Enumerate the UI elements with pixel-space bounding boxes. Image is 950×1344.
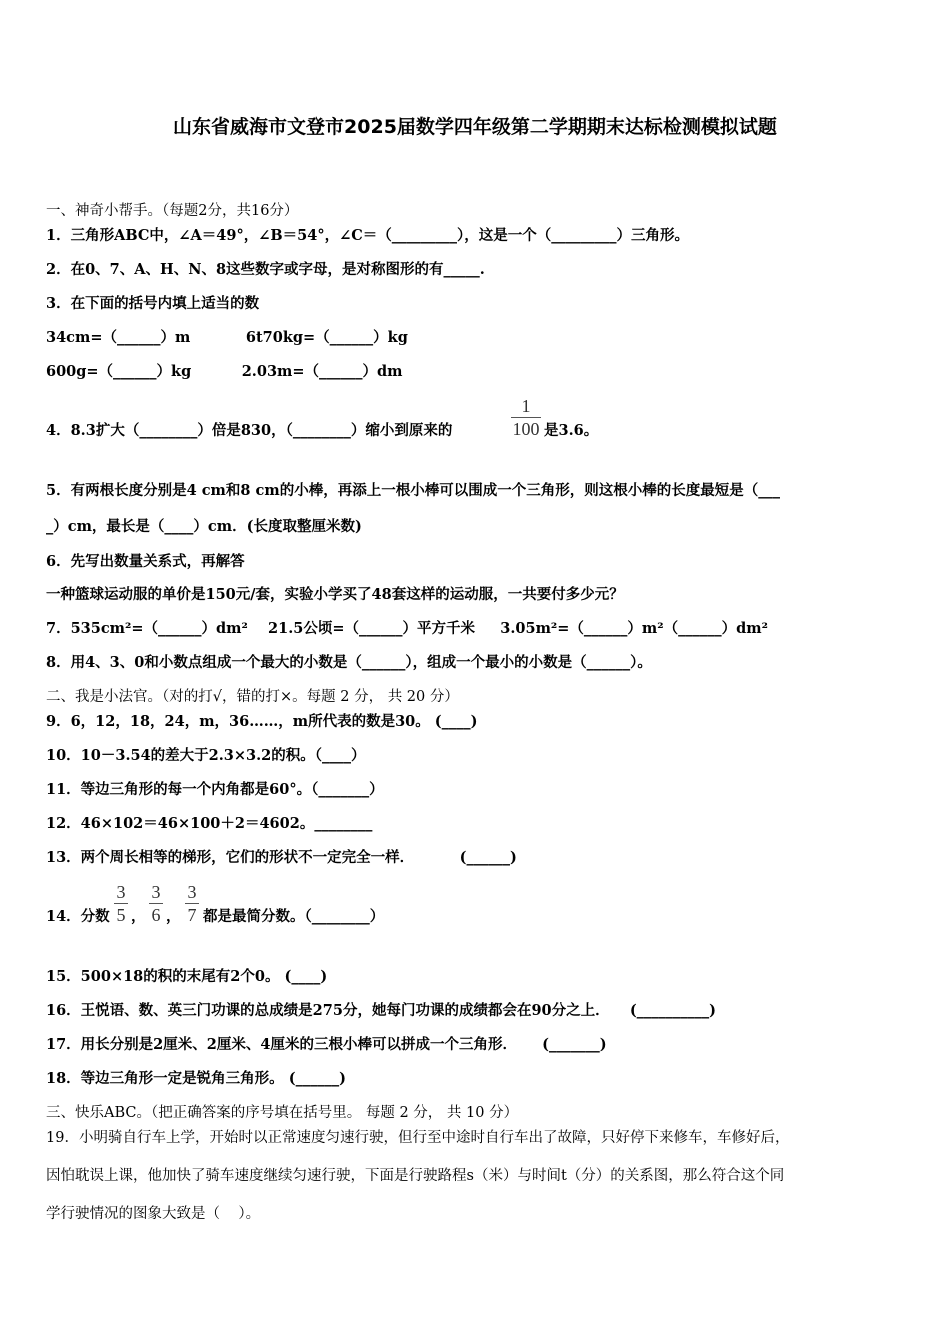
- question-13: 13．两个周长相等的梯形，它们的形状不一定完全一样． (______): [46, 849, 517, 866]
- question-3-row-a: 34cm=（______）m 6t70kg=（______）kg: [46, 329, 408, 346]
- fraction-numerator: 3: [116, 882, 126, 902]
- question-18: 18．等边三角形一定是锐角三角形。 (______): [46, 1070, 346, 1087]
- fraction-3-5: [114, 882, 128, 925]
- fraction-1-100: [511, 396, 541, 439]
- comma: ，: [131, 908, 146, 925]
- comma: ，: [166, 908, 181, 925]
- question-3: 3．在下面的括号内填上适当的数: [46, 295, 260, 312]
- question-11: 11．等边三角形的每一个内角都是60°。（_______）: [46, 781, 384, 798]
- fraction-numerator: 3: [187, 882, 197, 902]
- fraction-denominator: 100: [512, 419, 540, 439]
- question-9: 9．6，12，18，24，m，36……，m所代表的数是30。 (____): [46, 713, 478, 730]
- question-15: 15．500×18的积的末尾有2个0。 (____): [46, 968, 328, 985]
- question-10: 10．10－3.54的差大于2.3×3.2的积。（____）: [46, 747, 366, 764]
- question-5-line-1: 5．有两根长度分别是4 cm和8 cm的小棒，再添上一根小棒可以围成一个三角形，则这根小棒的长度最短是（___: [46, 482, 780, 499]
- question-5-line-2: _）cm，最长是（____）cm．(长度取整厘米数): [46, 518, 362, 535]
- question-16: 16．王悦语、数、英三门功课的总成绩是275分，她每门功课的成绩都会在90分之上． (__________): [46, 1002, 717, 1019]
- section-1-heading: 一、神奇小帮手。（每题2分，共16分）: [46, 203, 299, 219]
- question-6-body: 一种篮球运动服的单价是150元/套，实验小学买了48套这样的运动服，一共要付多少元？: [46, 586, 624, 603]
- section-2-heading: 二、我是小法官。（对的打√，错的打×。每题 2 分， 共 20 分）: [46, 689, 459, 705]
- question-17: 17．用长分别是2厘米、2厘米、4厘米的三根小棒可以拼成一个三角形． (_______): [46, 1036, 607, 1053]
- question-19-line-2: 因怕耽误上课，他加快了骑车速度继续匀速行驶，下面是行驶路程s（米）与时间t（分）的关系图，那么符合这个同: [46, 1168, 785, 1184]
- question-14-tail: 都是最简分数。（________）: [203, 908, 385, 925]
- fraction-bar: [185, 903, 199, 904]
- question-1: 1．三角形ABC中，∠A＝49°，∠B＝54°，∠C＝（_________），这是一个（_________）三角形。: [46, 227, 690, 244]
- fraction-3-6: [149, 882, 163, 925]
- page-title: 山东省威海市文登市2025届数学四年级第二学期期末达标检测模拟试题: [173, 116, 777, 138]
- question-8: 8．用4、3、0和小数点组成一个最大的小数是（______），组成一个最小的小数是（______）。: [46, 654, 652, 671]
- fraction-denominator: 6: [151, 905, 161, 925]
- question-14: 14．分数: [46, 908, 110, 925]
- question-4-text: 4．8.3扩大（________）倍是830，（________）缩小到原来的: [46, 422, 453, 439]
- question-4-tail: 是3.6。: [544, 422, 599, 439]
- fraction-bar: [511, 417, 541, 418]
- section-3-heading: 三、快乐ABC。（把正确答案的序号填在括号里。 每题 2 分， 共 10 分）: [46, 1105, 519, 1121]
- question-2: 2．在0、7、A、H、N、8这些数字或字母，是对称图形的有_____.: [46, 261, 485, 278]
- question-6: 6．先写出数量关系式，再解答: [46, 553, 245, 570]
- question-7: 7．535cm²=（______）dm² 21.5公顷=（______）平方千米 3.05m²=（______）m²（______）dm²: [46, 620, 768, 637]
- question-12: 12．46×102＝46×100＋2＝4602。________: [46, 815, 373, 832]
- fraction-denominator: 7: [187, 905, 197, 925]
- question-4: [46, 421, 452, 441]
- question-3-row-b: 600g=（______）kg 2.03m=（______）dm: [46, 363, 403, 380]
- fraction-bar: [114, 903, 128, 904]
- fraction-bar: [149, 903, 163, 904]
- fraction-3-7: [185, 882, 199, 925]
- fraction-numerator: 3: [151, 882, 161, 902]
- question-19-line-1: 19．小明骑自行车上学，开始时以正常速度匀速行驶，但行至中途时自行车出了故障，只好停下来修车，车修好后，: [46, 1130, 790, 1146]
- fraction-numerator: 1: [521, 396, 531, 416]
- question-19-line-3: 学行驶情况的图象大致是（ ）。: [46, 1206, 261, 1222]
- fraction-denominator: 5: [116, 905, 126, 925]
